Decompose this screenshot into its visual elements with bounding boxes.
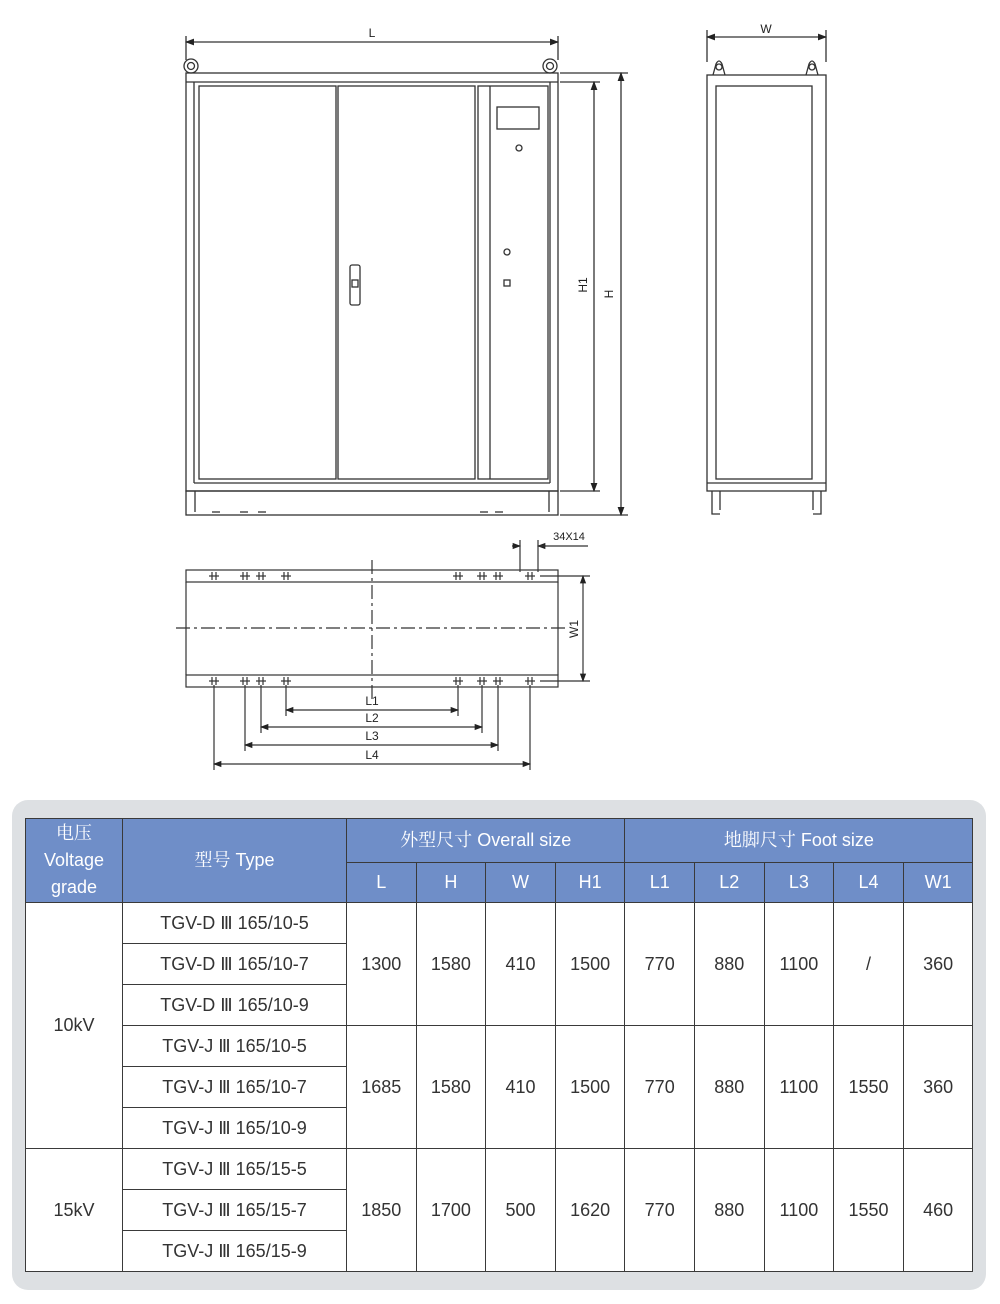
dim-l3-label: L3 [365,729,379,743]
value-cell: / [834,903,904,1026]
value-cell: 770 [625,1149,695,1272]
value-cell: 880 [695,1026,765,1149]
value-cell: 1580 [416,1026,486,1149]
table-row [26,1026,973,1067]
model-cell: TGV-J Ⅲ 165/10-9 [123,1108,347,1149]
value-cell: 880 [695,1149,765,1272]
value-cell: 1300 [347,903,417,1026]
model-cell: TGV-D Ⅲ 165/10-5 [123,903,347,944]
header-foot-size: 地脚尺寸 Foot size [625,819,973,863]
voltage-cell: 10kV [26,903,123,1149]
base-view [176,540,590,770]
dim-h-label: H [602,289,616,299]
spec-table [25,818,973,1272]
model-cell: TGV-J Ⅲ 165/15-7 [123,1190,347,1231]
value-cell: 1580 [416,903,486,1026]
value-cell: 1500 [555,903,625,1026]
value-cell: 410 [486,1026,556,1149]
value-cell: 770 [625,903,695,1026]
header-voltage-en1: Voltage [43,850,105,870]
col-h: H [416,863,486,903]
value-cell: 1550 [834,1026,904,1149]
value-cell: 1100 [764,1026,834,1149]
value-cell: 360 [903,1026,973,1149]
col-w1: W1 [903,863,973,903]
model-cell: TGV-J Ⅲ 165/10-5 [123,1026,347,1067]
dim-l4-label: L4 [365,748,379,762]
table-row [26,903,973,944]
value-cell: 500 [486,1149,556,1272]
value-cell: 460 [903,1149,973,1272]
value-cell: 410 [486,903,556,1026]
value-cell: 1550 [834,1149,904,1272]
voltage-cell: 15kV [26,1149,123,1272]
header-voltage-zh: 电压 [56,823,92,843]
col-l3: L3 [764,863,834,903]
col-l: L [347,863,417,903]
front-view [184,36,628,515]
model-cell: TGV-J Ⅲ 165/10-7 [123,1067,347,1108]
col-w: W [486,863,556,903]
side-view [707,30,826,514]
table-row [26,1149,973,1190]
value-cell: 1685 [347,1026,417,1149]
model-cell: TGV-D Ⅲ 165/10-9 [123,985,347,1026]
col-h1: H1 [555,863,625,903]
dim-hole-label: 34X14 [553,531,585,543]
dim-h1-label: H1 [576,277,590,293]
dim-w-label: W [760,22,772,36]
col-l4: L4 [834,863,904,903]
value-cell: 1100 [764,903,834,1026]
value-cell: 1100 [764,1149,834,1272]
dim-l-label: L [368,26,376,40]
col-l2: L2 [695,863,765,903]
header-voltage [26,819,123,903]
value-cell: 1850 [347,1149,417,1272]
header-overall-size: 外型尺寸 Overall size [347,819,625,863]
value-cell: 1500 [555,1026,625,1149]
dim-l2-label: L2 [365,711,379,725]
model-cell: TGV-J Ⅲ 165/15-9 [123,1231,347,1272]
value-cell: 360 [903,903,973,1026]
model-cell: TGV-J Ⅲ 165/15-5 [123,1149,347,1190]
value-cell: 880 [695,903,765,1026]
value-cell: 770 [625,1026,695,1149]
dim-w1-label: W1 [567,620,581,638]
header-voltage-en2: grade [50,877,98,897]
col-l1: L1 [625,863,695,903]
model-cell: TGV-D Ⅲ 165/10-7 [123,944,347,985]
dim-l1-label: L1 [365,694,379,708]
value-cell: 1620 [555,1149,625,1272]
value-cell: 1700 [416,1149,486,1272]
header-type: 型号 Type [123,819,347,903]
